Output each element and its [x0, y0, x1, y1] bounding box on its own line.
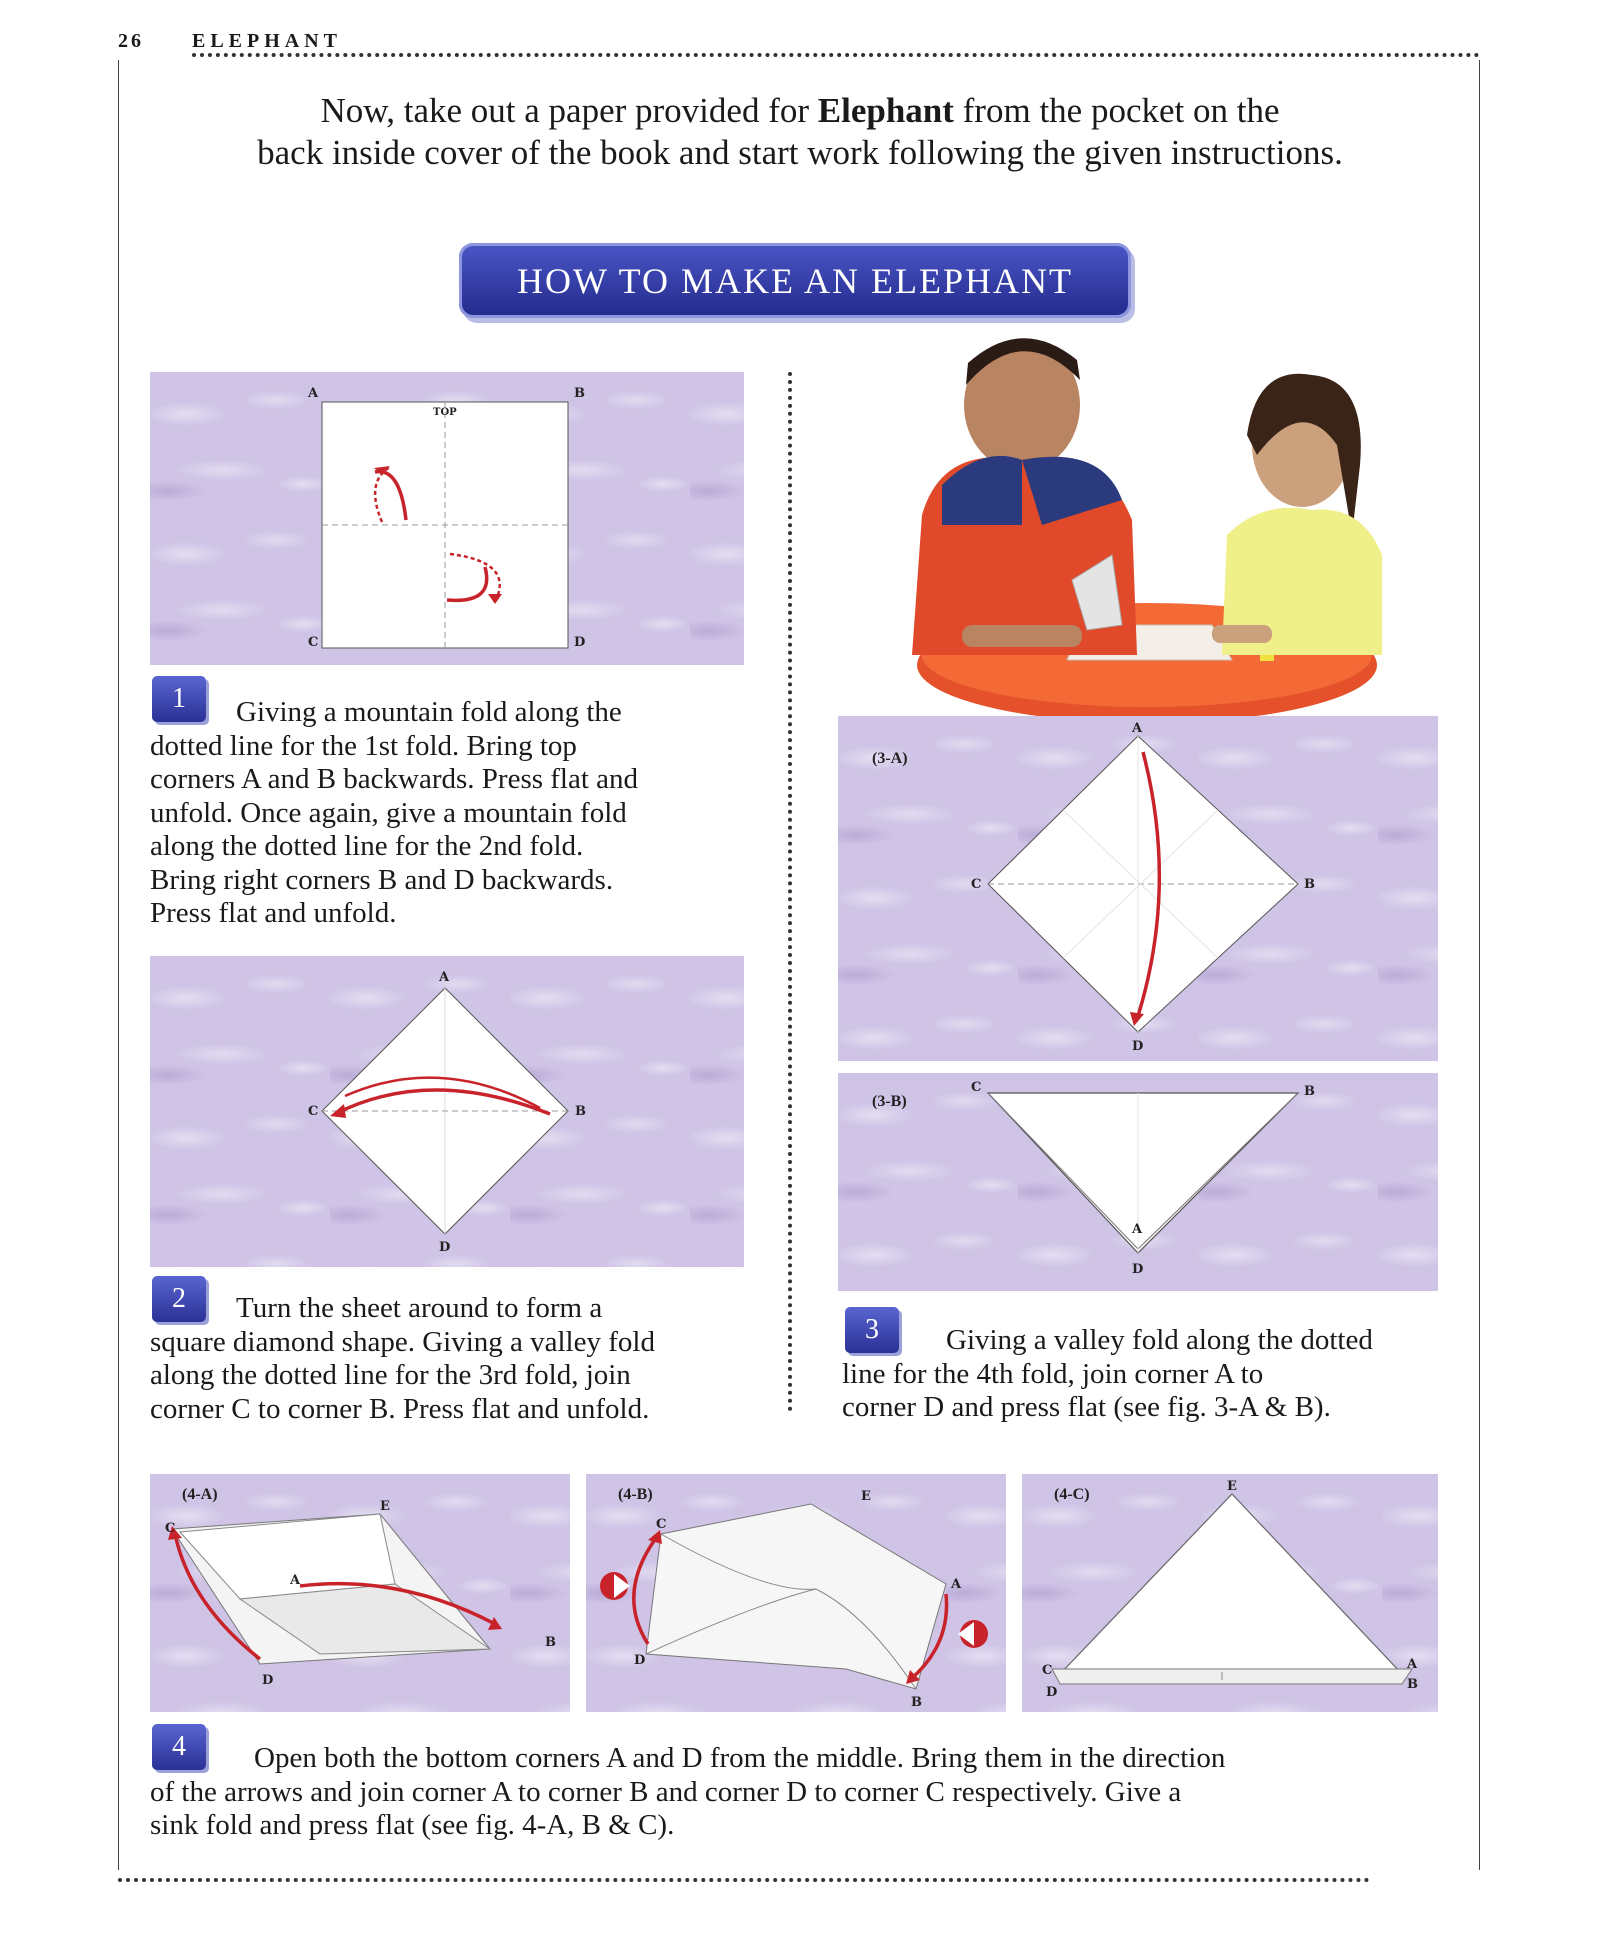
fig3a-corner-c: C: [971, 877, 982, 892]
banner-title: HOW TO MAKE AN ELEPHANT: [517, 260, 1073, 301]
fig2-corner-a: A: [439, 970, 450, 985]
step-3-text: [842, 1324, 1462, 1425]
children-folding-photo: [882, 325, 1382, 717]
figure-2-panel: [150, 956, 744, 1267]
intro-line1-bold: Elephant: [817, 91, 954, 130]
step-4-line: of the arrows and join corner A to corner B and corner D to corner C respectively. Give a: [150, 1775, 1182, 1808]
fig4b-corner-e: E: [861, 1489, 871, 1504]
fig4c-corner-c: C: [1042, 1663, 1053, 1678]
photo-illustration: [882, 325, 1382, 717]
figure-4b-diagram: [586, 1474, 1006, 1712]
fig3a-corner-a: A: [1132, 721, 1143, 736]
figure-1-panel: [150, 372, 744, 665]
fig1-top-label: TOP: [433, 407, 457, 418]
fig3a-corner-b: B: [1304, 877, 1315, 892]
intro-paragraph: [155, 90, 1445, 174]
step-3-line: line for the 4th fold, join corner A to: [842, 1357, 1264, 1390]
fig4b-label: (4-B): [618, 1486, 653, 1503]
figure-3b-diagram: [838, 1073, 1438, 1291]
fig4c-corner-e: E: [1227, 1479, 1237, 1494]
step-1-line: unfold. Once again, give a mountain fold: [150, 796, 627, 829]
step-2-line: square diamond shape. Giving a valley fold: [150, 1325, 655, 1358]
fig3a-corner-d: D: [1132, 1039, 1144, 1054]
step-3-line: corner D and press flat (see fig. 3-A & B).: [842, 1391, 1331, 1423]
fig3a-label: (3-A): [872, 750, 908, 767]
figure-4a-diagram: [150, 1474, 570, 1712]
fig2-corner-d: D: [439, 1240, 451, 1255]
step-1-line: along the dotted line for the 2nd fold.: [150, 830, 584, 862]
figure-3a-diagram: [838, 716, 1438, 1061]
intro-line2: back inside cover of the book and start work following the given instructions.: [257, 133, 1343, 172]
figure-4c-diagram: [1022, 1474, 1438, 1712]
fig3b-label: (3-B): [872, 1093, 907, 1110]
figure-4c-panel: [1022, 1474, 1438, 1712]
page-number: 26: [118, 30, 144, 52]
figure-2-diagram: [150, 956, 744, 1267]
right-border: [1479, 60, 1480, 1870]
step-4-line: Open both the bottom corners A and D from the middle. Bring them in the direction: [254, 1742, 1226, 1774]
step-3-badge: 3: [845, 1307, 899, 1353]
fig4a-corner-b: B: [545, 1635, 556, 1650]
step-2-badge: 2: [152, 1276, 206, 1322]
figure-4a-panel: [150, 1474, 570, 1712]
step-1-line: Giving a mountain fold along the: [236, 696, 622, 728]
step-4-text: [150, 1742, 1450, 1843]
top-dotted-rule: [192, 53, 1480, 57]
fig4c-label: (4-C): [1054, 1486, 1090, 1503]
step-4-line: sink fold and press flat (see fig. 4-A, B & C).: [150, 1809, 675, 1841]
intro-line1-prefix: Now, take out a paper provided for: [320, 91, 818, 130]
fig4b-corner-d: D: [634, 1653, 646, 1668]
fig4c-corner-d: D: [1046, 1685, 1058, 1700]
fig2-corner-b: B: [575, 1104, 586, 1119]
fig4b-corner-a: A: [951, 1577, 962, 1592]
fig2-corner-c: C: [308, 1104, 319, 1119]
step-1-text: [150, 696, 750, 931]
left-border: [118, 60, 119, 1870]
step-2-line: corner C to corner B. Press flat and unfold.: [150, 1392, 650, 1425]
column-divider: [788, 372, 792, 1412]
fig1-corner-b: B: [574, 386, 585, 401]
bottom-dotted-rule: [118, 1878, 1370, 1882]
running-head: ELEPHANT: [192, 30, 343, 52]
fig3b-corner-a: A: [1132, 1222, 1143, 1237]
fig1-corner-c: C: [308, 635, 319, 650]
fig3b-corner-b: B: [1304, 1084, 1315, 1099]
fig4a-corner-e: E: [380, 1499, 390, 1514]
fig4a-corner-a: A: [290, 1573, 301, 1588]
figure-3b-panel: [838, 1073, 1438, 1291]
step-1-line: Press flat and unfold.: [150, 897, 397, 929]
step-1-line: Bring right corners B and D backwards.: [150, 863, 614, 896]
step-2-text: [150, 1292, 750, 1426]
fig4b-corner-b: B: [911, 1695, 922, 1710]
step-1-line: corners A and B backwards. Press flat and: [150, 763, 639, 795]
figure-3a-panel: [838, 716, 1438, 1061]
fig3b-corner-d: D: [1132, 1262, 1144, 1277]
step-4-badge: 4: [152, 1724, 206, 1770]
fig4a-label: (4-A): [182, 1486, 218, 1503]
fig1-corner-d: D: [574, 635, 586, 650]
step-1-badge: 1: [152, 676, 206, 722]
fig3b-corner-c: C: [971, 1080, 982, 1095]
fig4a-corner-d: D: [262, 1673, 274, 1688]
figure-1-diagram: [150, 372, 744, 665]
fig4c-corner-b: B: [1407, 1677, 1418, 1692]
fig4c-corner-a: A: [1407, 1657, 1418, 1672]
fig1-corner-a: A: [308, 386, 319, 401]
figure-4b-panel: [586, 1474, 1006, 1712]
step-3-line: Giving a valley fold along the dotted: [946, 1324, 1373, 1356]
step-2-line: Turn the sheet around to form a: [236, 1292, 603, 1324]
step-2-line: along the dotted line for the 3rd fold, join: [150, 1359, 631, 1391]
section-banner: [459, 243, 1131, 318]
fig4b-corner-c: C: [656, 1517, 667, 1532]
step-1-line: dotted line for the 1st fold. Bring top: [150, 729, 577, 762]
fig4a-corner-c: C: [165, 1521, 176, 1536]
intro-line1-suffix: from the pocket on the: [953, 91, 1280, 130]
